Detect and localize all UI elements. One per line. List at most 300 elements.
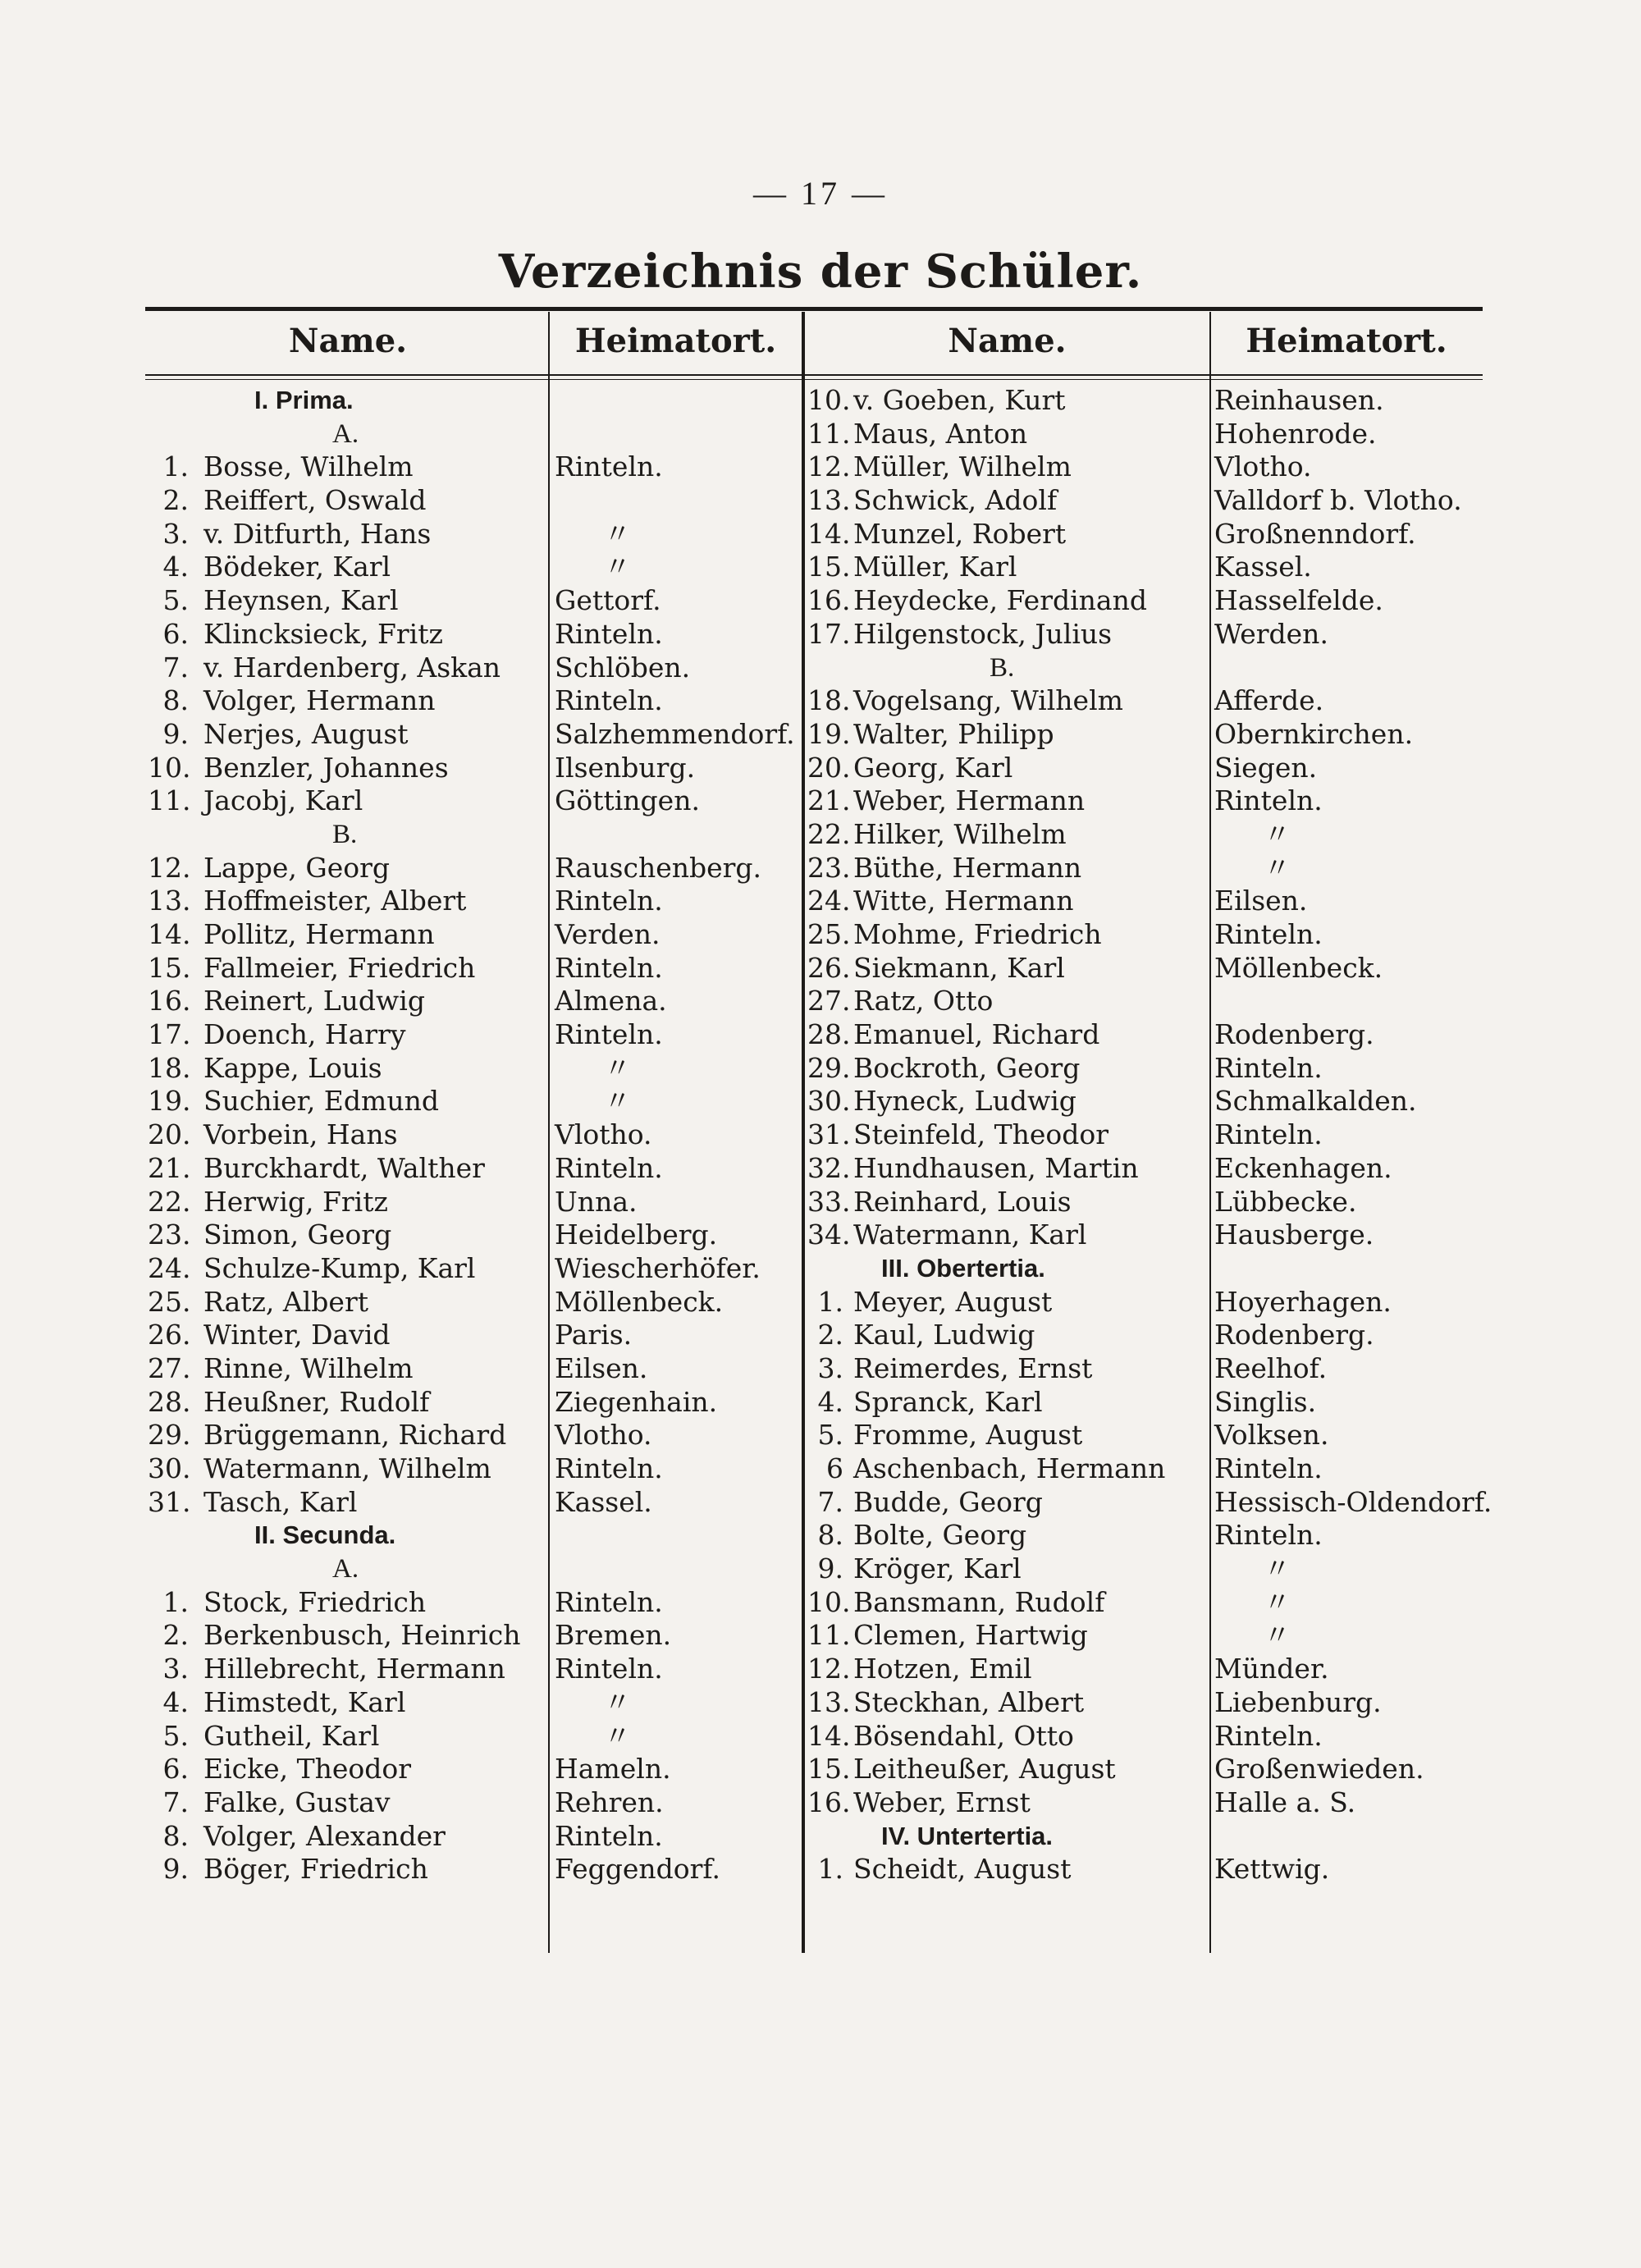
entry-number: 18.	[148, 1051, 191, 1084]
student-name: Lappe, Georg	[203, 851, 391, 884]
list-item	[148, 484, 548, 518]
class-heading: II. Secunda.	[254, 1520, 396, 1550]
student-name: Kröger, Karl	[853, 1552, 1022, 1585]
student-name: Fromme, August	[853, 1419, 1083, 1452]
town-spacer	[555, 418, 801, 451]
entry-number: 21.	[807, 784, 851, 817]
entry-number: 6.	[162, 617, 189, 650]
student-name: Bösendahl, Otto	[853, 1719, 1074, 1752]
town-spacer	[555, 1552, 801, 1586]
entry-number: 17.	[148, 1018, 191, 1051]
student-name: Eicke, Theodor	[203, 1753, 412, 1786]
class-heading-row	[148, 1519, 548, 1552]
student-town: Hausberge.	[1214, 1219, 1374, 1251]
list-item	[148, 1286, 548, 1319]
entry-number: 10.	[807, 1585, 851, 1618]
student-name: v. Ditfurth, Hans	[203, 517, 432, 550]
student-name: Vogelsang, Wilhelm	[853, 684, 1123, 717]
entry-number: 27.	[807, 985, 851, 1017]
division-heading-row	[148, 418, 548, 451]
list-item	[807, 1486, 1209, 1520]
header-name-right: Name.	[948, 322, 1067, 360]
entry-number: 19.	[148, 1085, 191, 1118]
student-name: Hotzen, Emil	[853, 1653, 1032, 1685]
town-spacer	[1214, 1252, 1485, 1286]
student-name: Bansmann, Rudolf	[853, 1585, 1105, 1618]
student-name: Rinne, Wilhelm	[203, 1351, 414, 1384]
list-item	[807, 918, 1209, 952]
student-town: Ziegenhain.	[555, 1385, 718, 1418]
list-item	[148, 1586, 548, 1620]
student-town: Reelhof.	[1214, 1351, 1328, 1384]
student-name: Witte, Hermann	[853, 885, 1074, 917]
student-name: Klincksieck, Fritz	[203, 617, 443, 650]
student-town: Rodenberg.	[1214, 1319, 1374, 1351]
list-item	[807, 784, 1209, 818]
list-item	[807, 818, 1209, 852]
entry-number: 2.	[162, 1619, 189, 1652]
list-item	[807, 418, 1209, 451]
student-name: Reinert, Ludwig	[203, 985, 425, 1017]
entry-number: 3.	[162, 517, 189, 550]
list-item	[148, 1118, 548, 1152]
student-name: Weber, Ernst	[853, 1786, 1031, 1818]
class-heading-row	[807, 1252, 1209, 1286]
student-town: Rinteln.	[555, 450, 663, 483]
list-item	[807, 551, 1209, 584]
student-name: Walter, Philipp	[853, 717, 1054, 750]
student-town: Almena.	[555, 985, 667, 1017]
student-town: Unna.	[555, 1185, 638, 1218]
student-town: 〃	[604, 1051, 631, 1084]
student-town: Eilsen.	[1214, 885, 1308, 917]
student-name: Müller, Wilhelm	[853, 450, 1072, 483]
student-town	[555, 484, 801, 518]
student-town: Rauschenberg.	[555, 851, 762, 884]
student-name: Heydecke, Ferdinand	[853, 584, 1147, 617]
list-item	[807, 1586, 1209, 1620]
list-item	[148, 1186, 548, 1219]
student-town: Vlotho.	[1214, 450, 1312, 483]
list-item	[148, 551, 548, 584]
list-item	[807, 1186, 1209, 1219]
town-spacer	[555, 818, 801, 852]
entry-number: 13.	[148, 885, 191, 917]
left-town-column	[555, 384, 801, 1886]
student-name: Kaul, Ludwig	[853, 1319, 1035, 1351]
student-town: 〃	[1264, 851, 1291, 884]
student-name: Gutheil, Karl	[203, 1719, 380, 1752]
list-item	[148, 752, 548, 785]
list-item	[148, 718, 548, 752]
entry-number: 15.	[807, 1753, 851, 1786]
divider-right-town	[1209, 312, 1211, 1953]
list-item	[148, 652, 548, 685]
list-item	[148, 1386, 548, 1420]
student-name: Herwig, Fritz	[203, 1185, 388, 1218]
student-town: Großnenndorf.	[1214, 517, 1416, 550]
header-rule-thin	[145, 379, 1483, 380]
student-town: Hasselfelde.	[1214, 584, 1383, 617]
list-item	[148, 1085, 548, 1118]
student-name: Steinfeld, Theodor	[853, 1118, 1109, 1151]
entry-number: 14.	[807, 1719, 851, 1752]
student-town: Halle a. S.	[1214, 1786, 1356, 1818]
student-town: Rinteln.	[1214, 1051, 1323, 1084]
student-name: Hoffmeister, Albert	[203, 885, 467, 917]
entry-number: 21.	[148, 1151, 191, 1184]
student-town: Möllenbeck.	[555, 1285, 724, 1318]
entry-number: 25.	[148, 1285, 191, 1318]
entry-number: 31.	[148, 1485, 191, 1518]
entry-number: 13.	[807, 484, 851, 517]
list-item	[807, 1686, 1209, 1720]
student-name: Meyer, August	[853, 1285, 1053, 1318]
entry-number: 32.	[807, 1151, 851, 1184]
student-name: Heußner, Rudolf	[203, 1385, 430, 1418]
list-item	[807, 1653, 1209, 1686]
list-item	[807, 1720, 1209, 1754]
list-item	[148, 1653, 548, 1686]
list-item	[148, 1786, 548, 1820]
list-item	[148, 1820, 548, 1854]
student-name: Reimerdes, Ernst	[853, 1351, 1093, 1384]
entry-number: 15.	[148, 951, 191, 984]
student-name: Stock, Friedrich	[203, 1585, 427, 1618]
entry-number: 10.	[807, 384, 851, 416]
student-name: Schulze-Kump, Karl	[203, 1251, 476, 1284]
list-item	[807, 718, 1209, 752]
entry-number: 9.	[162, 717, 189, 750]
student-town: Rinteln.	[555, 684, 663, 717]
student-name: Bockroth, Georg	[853, 1051, 1081, 1084]
list-item	[148, 518, 548, 551]
header-town-right: Heimatort.	[1246, 322, 1447, 360]
list-item	[148, 852, 548, 885]
list-item	[148, 1419, 548, 1452]
student-town: Rinteln.	[555, 1452, 663, 1484]
header-rule	[145, 374, 1483, 376]
divider-left-town	[548, 312, 550, 1953]
student-name: Bosse, Wilhelm	[203, 450, 414, 483]
student-name: Weber, Hermann	[853, 784, 1086, 817]
entry-number: 1.	[817, 1285, 843, 1318]
entry-number: 2.	[817, 1319, 843, 1351]
student-name: Ratz, Otto	[853, 985, 994, 1017]
list-item	[807, 1619, 1209, 1653]
list-item	[807, 752, 1209, 785]
list-item	[148, 450, 548, 484]
list-item	[148, 1452, 548, 1486]
student-name: Watermann, Karl	[853, 1219, 1087, 1251]
top-rule	[145, 307, 1483, 311]
student-name: Hundhausen, Martin	[853, 1151, 1139, 1184]
list-item	[148, 985, 548, 1018]
student-name: Winter, David	[203, 1319, 391, 1351]
entry-number: 16.	[807, 584, 851, 617]
student-town: Kassel.	[1214, 551, 1312, 583]
list-item	[807, 1786, 1209, 1820]
list-item	[148, 1219, 548, 1252]
list-item	[148, 1018, 548, 1052]
entry-number: 33.	[807, 1185, 851, 1218]
list-item	[148, 918, 548, 952]
student-town: 〃	[604, 551, 631, 583]
class-heading: I. Prima.	[254, 386, 354, 414]
entry-number: 18.	[807, 684, 851, 717]
list-item	[148, 1486, 548, 1520]
list-item	[807, 1286, 1209, 1319]
student-name: Tasch, Karl	[203, 1485, 358, 1518]
entry-number: 4.	[162, 551, 189, 583]
entry-number: 7.	[162, 651, 189, 684]
student-town: Bremen.	[555, 1619, 672, 1652]
student-town: Lübbecke.	[1214, 1185, 1357, 1218]
list-item	[807, 1118, 1209, 1152]
entry-number: 19.	[807, 717, 851, 750]
student-town: Verden.	[555, 918, 661, 950]
list-item	[807, 885, 1209, 918]
list-item	[148, 618, 548, 652]
list-item	[807, 1419, 1209, 1452]
division-heading: B.	[332, 819, 358, 849]
entry-number: 28.	[807, 1018, 851, 1051]
student-town: Rinteln.	[555, 885, 663, 917]
division-heading: A.	[332, 418, 359, 449]
right-name-column	[807, 384, 1209, 1886]
list-item	[807, 852, 1209, 885]
student-name: Brüggemann, Richard	[203, 1419, 507, 1452]
student-town: Rinteln.	[1214, 1452, 1323, 1484]
list-item	[807, 618, 1209, 652]
entry-number: 27.	[148, 1351, 191, 1384]
student-town: Vlotho.	[555, 1118, 652, 1151]
division-heading-row	[148, 1552, 548, 1586]
class-heading-row	[148, 384, 548, 418]
student-town: Valldorf b. Vlotho.	[1214, 484, 1462, 517]
student-name: Benzler, Johannes	[203, 751, 449, 784]
student-name: Burckhardt, Walther	[203, 1151, 485, 1184]
student-town: 〃	[1264, 1585, 1291, 1618]
student-name: Bolte, Georg	[853, 1519, 1027, 1552]
entry-number: 8.	[162, 684, 189, 717]
list-item	[807, 1452, 1209, 1486]
list-item	[807, 952, 1209, 985]
list-item	[807, 450, 1209, 484]
student-name: Hilker, Wilhelm	[853, 817, 1067, 850]
student-town: Ilsenburg.	[555, 751, 696, 784]
student-name: Müller, Karl	[853, 551, 1017, 583]
entry-number: 4.	[162, 1685, 189, 1718]
page-title: Verzeichnis der Schüler.	[498, 245, 1143, 299]
class-heading: III. Obertertia.	[881, 1253, 1045, 1283]
entry-number: 12.	[148, 851, 191, 884]
entry-number: 3.	[162, 1653, 189, 1685]
student-town: Wiescherhöfer.	[555, 1251, 761, 1284]
student-name: Steckhan, Albert	[853, 1685, 1085, 1718]
student-town: Siegen.	[1214, 751, 1318, 784]
student-name: Himstedt, Karl	[203, 1685, 406, 1718]
entry-number: 1.	[817, 1853, 843, 1886]
student-name: Bödeker, Karl	[203, 551, 391, 583]
student-name: Scheidt, August	[853, 1853, 1072, 1886]
entry-number: 25.	[807, 918, 851, 950]
entry-number: 7.	[817, 1485, 843, 1518]
student-town: Münder.	[1214, 1653, 1329, 1685]
student-town: 〃	[1264, 817, 1291, 850]
student-name: Watermann, Wilhelm	[203, 1452, 491, 1484]
student-town: Rinteln.	[555, 617, 663, 650]
entry-number: 11.	[807, 417, 851, 450]
student-town: Rinteln.	[1214, 784, 1323, 817]
student-town: Hoyerhagen.	[1214, 1285, 1392, 1318]
list-item	[807, 1085, 1209, 1118]
student-name: Kappe, Louis	[203, 1051, 382, 1084]
student-name: Munzel, Robert	[853, 517, 1067, 550]
list-item	[148, 1052, 548, 1086]
entry-number: 23.	[148, 1219, 191, 1251]
entry-number: 9.	[817, 1552, 843, 1585]
left-name-column	[148, 384, 548, 1886]
list-item	[807, 584, 1209, 618]
student-name: Berkenbusch, Heinrich	[203, 1619, 521, 1652]
header-name-left: Name.	[288, 322, 408, 360]
student-town: Schmalkalden.	[1214, 1085, 1417, 1118]
entry-number: 26.	[148, 1319, 191, 1351]
student-name: Schwick, Adolf	[853, 484, 1058, 517]
town-spacer	[1214, 1820, 1485, 1854]
student-town: Reinhausen.	[1214, 384, 1384, 416]
list-item	[807, 1052, 1209, 1086]
entry-number: 3.	[817, 1351, 843, 1384]
student-town: Heidelberg.	[555, 1219, 718, 1251]
student-name: Siekmann, Karl	[853, 951, 1065, 984]
student-town: Afferde.	[1214, 684, 1324, 717]
student-name: Suchier, Edmund	[203, 1085, 439, 1118]
student-town: Rinteln.	[555, 1018, 663, 1051]
entry-number: 10.	[148, 751, 191, 784]
student-town: Rehren.	[555, 1786, 664, 1818]
list-item	[148, 1352, 548, 1386]
list-item	[807, 1018, 1209, 1052]
town-spacer	[555, 1519, 801, 1552]
student-name: Büthe, Hermann	[853, 851, 1082, 884]
entry-number: 8.	[817, 1519, 843, 1552]
entry-number: 16.	[807, 1786, 851, 1818]
entry-number: 30.	[148, 1452, 191, 1484]
entry-number: 20.	[807, 751, 851, 784]
list-item	[148, 1152, 548, 1186]
class-heading: IV. Untertertia.	[881, 1821, 1054, 1850]
student-town: Rinteln.	[555, 1819, 663, 1852]
entry-number: 22.	[807, 817, 851, 850]
student-town: Kettwig.	[1214, 1853, 1330, 1886]
list-item	[807, 1352, 1209, 1386]
list-item	[807, 1386, 1209, 1420]
list-item	[148, 1319, 548, 1352]
list-item	[807, 1152, 1209, 1186]
entry-number: 1.	[162, 1585, 189, 1618]
student-town: 〃	[1264, 1552, 1291, 1585]
student-town: Obernkirchen.	[1214, 717, 1414, 750]
list-item	[148, 784, 548, 818]
student-name: Volger, Hermann	[203, 684, 436, 717]
student-town: Möllenbeck.	[1214, 951, 1383, 984]
header-town-left: Heimatort.	[574, 322, 777, 360]
student-name: Ratz, Albert	[203, 1285, 368, 1318]
student-name: Emanuel, Richard	[853, 1018, 1100, 1051]
entry-number: 31.	[807, 1118, 851, 1151]
student-town: Gettorf.	[555, 584, 661, 617]
student-town: Eckenhagen.	[1214, 1151, 1392, 1184]
list-item	[807, 518, 1209, 551]
student-name: Aschenbach, Hermann	[853, 1452, 1166, 1484]
student-town: Rodenberg.	[1214, 1018, 1374, 1051]
student-name: Hillebrecht, Hermann	[203, 1653, 505, 1685]
list-item	[807, 684, 1209, 718]
entry-number: 7.	[162, 1786, 189, 1818]
student-name: Doench, Harry	[203, 1018, 406, 1051]
student-town: Salzhemmendorf.	[555, 717, 795, 750]
list-item	[148, 1686, 548, 1720]
student-town: 〃	[604, 1085, 631, 1118]
student-name: Falke, Gustav	[203, 1786, 391, 1818]
student-town: Hameln.	[555, 1753, 671, 1786]
student-name: Hilgenstock, Julius	[853, 617, 1113, 650]
entry-number: 24.	[148, 1251, 191, 1284]
division-heading: A.	[332, 1554, 359, 1584]
entry-number: 30.	[807, 1085, 851, 1118]
student-name: Pollitz, Hermann	[203, 918, 435, 950]
list-item	[148, 1720, 548, 1754]
student-name: Volger, Alexander	[203, 1819, 446, 1852]
student-name: Reinhard, Louis	[853, 1185, 1072, 1218]
entry-number: 5.	[817, 1419, 843, 1452]
list-item	[807, 1853, 1209, 1886]
student-name: Clemen, Hartwig	[853, 1619, 1088, 1652]
entry-number: 13.	[807, 1685, 851, 1718]
list-item	[807, 985, 1209, 1018]
student-name: Nerjes, August	[203, 717, 409, 750]
divider-center	[802, 312, 805, 1953]
list-item	[148, 684, 548, 718]
entry-number: 16.	[148, 985, 191, 1017]
list-item	[807, 1219, 1209, 1252]
student-town: Paris.	[555, 1319, 633, 1351]
student-town: Rinteln.	[1214, 918, 1323, 950]
student-town: 〃	[604, 517, 631, 550]
list-item	[148, 1252, 548, 1286]
entry-number: 4.	[817, 1385, 843, 1418]
student-town: 〃	[1264, 1619, 1291, 1652]
entry-number: 6.	[162, 1753, 189, 1786]
student-name: Reiffert, Oswald	[203, 484, 427, 517]
student-town: Hohenrode.	[1214, 417, 1377, 450]
entry-number: 12.	[807, 450, 851, 483]
student-name: Vorbein, Hans	[203, 1118, 398, 1151]
student-town: Rinteln.	[555, 1653, 663, 1685]
student-town: Rinteln.	[555, 1585, 663, 1618]
student-name: Spranck, Karl	[853, 1385, 1043, 1418]
student-name: Mohme, Friedrich	[853, 918, 1102, 950]
student-name: Maus, Anton	[853, 417, 1028, 450]
student-name: Heynsen, Karl	[203, 584, 399, 617]
list-item	[148, 885, 548, 918]
list-item	[807, 484, 1209, 518]
student-name: Jacobj, Karl	[203, 784, 363, 817]
student-town: Vlotho.	[555, 1419, 652, 1452]
student-town: Hessisch-Oldendorf.	[1214, 1485, 1492, 1518]
